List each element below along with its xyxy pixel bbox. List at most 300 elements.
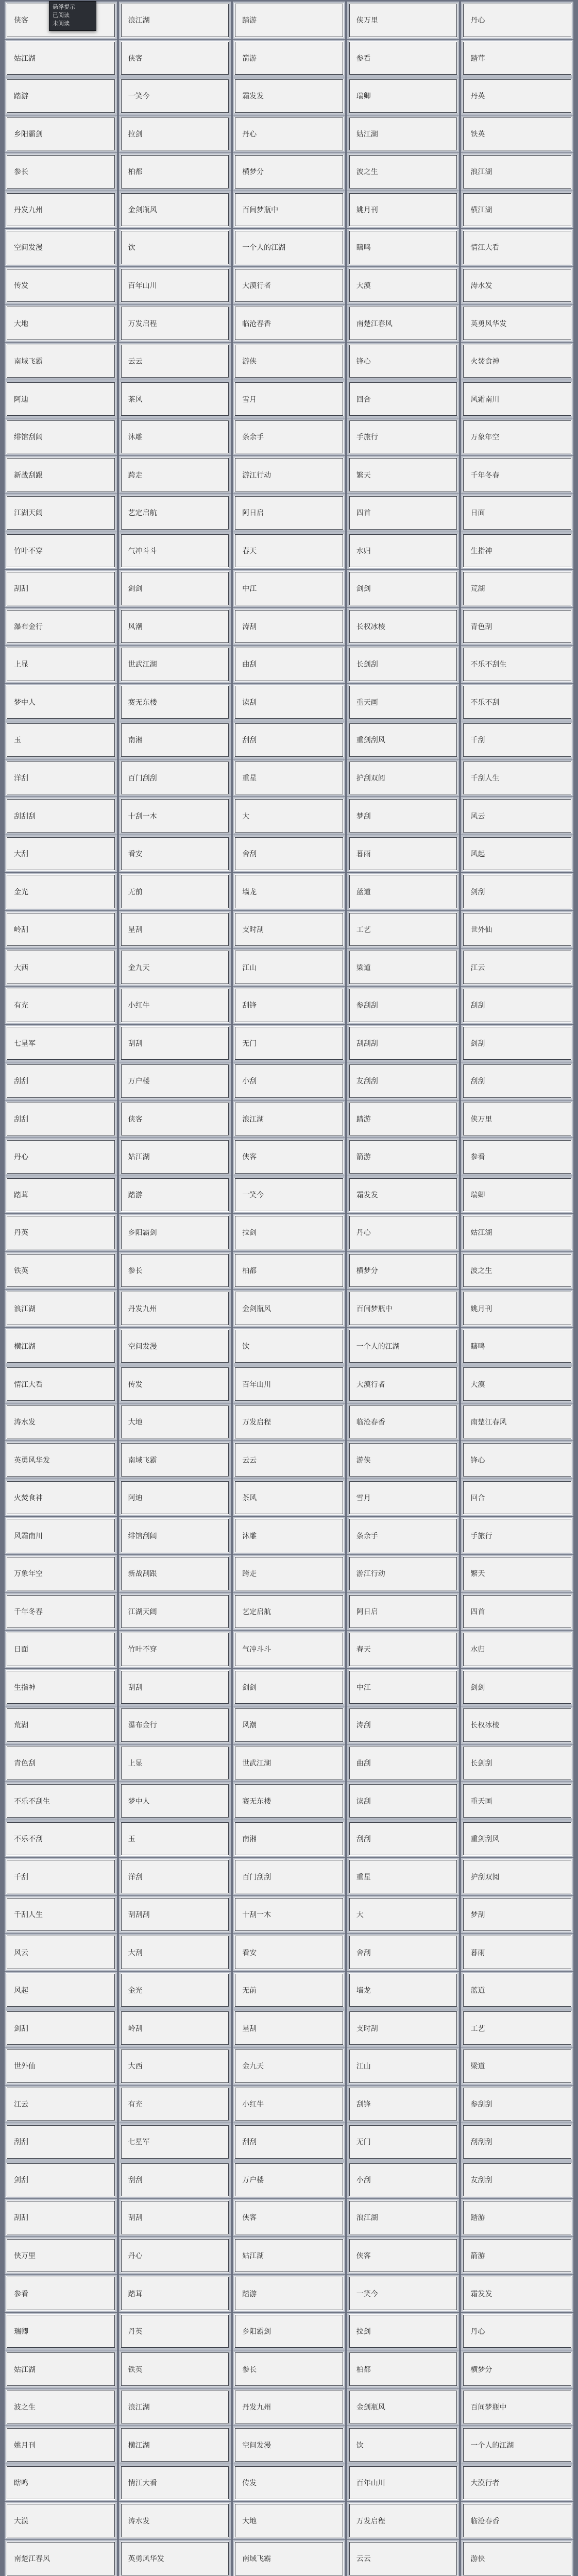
- name-cell[interactable]: [463, 1140, 572, 1174]
- name-cell[interactable]: [463, 382, 572, 416]
- name-cell[interactable]: [234, 1595, 344, 1629]
- name-cell[interactable]: [349, 799, 458, 833]
- name-cell[interactable]: [6, 268, 115, 303]
- name-cell[interactable]: [234, 155, 344, 189]
- name-cell[interactable]: [349, 344, 458, 379]
- name-cell[interactable]: [234, 1859, 344, 1894]
- name-cell[interactable]: [121, 457, 230, 492]
- name-cell[interactable]: [121, 420, 230, 454]
- name-cell[interactable]: [234, 1632, 344, 1667]
- name-cell[interactable]: [6, 1140, 115, 1174]
- name-cell[interactable]: [349, 117, 458, 151]
- name-cell[interactable]: [6, 950, 115, 985]
- name-cell[interactable]: [6, 723, 115, 757]
- name-cell[interactable]: [121, 2390, 230, 2425]
- name-cell[interactable]: [349, 1178, 458, 1212]
- name-cell[interactable]: [349, 837, 458, 871]
- name-cell[interactable]: [349, 1670, 458, 1705]
- name-cell[interactable]: [463, 1897, 572, 1932]
- name-cell[interactable]: [121, 1178, 230, 1212]
- name-cell[interactable]: [121, 571, 230, 606]
- name-cell[interactable]: [121, 1215, 230, 1250]
- name-cell[interactable]: [349, 1822, 458, 1856]
- name-cell[interactable]: [121, 2466, 230, 2500]
- name-cell[interactable]: [463, 1973, 572, 2008]
- name-cell[interactable]: [349, 1935, 458, 1970]
- name-cell[interactable]: [121, 79, 230, 113]
- name-cell[interactable]: [234, 799, 344, 833]
- name-cell[interactable]: [234, 988, 344, 1023]
- name-cell[interactable]: [349, 2352, 458, 2386]
- name-cell[interactable]: [121, 685, 230, 720]
- name-cell[interactable]: [463, 2503, 572, 2538]
- name-cell[interactable]: [463, 761, 572, 795]
- name-cell[interactable]: [349, 1443, 458, 1477]
- name-cell[interactable]: [234, 723, 344, 757]
- name-cell[interactable]: [463, 1291, 572, 1326]
- name-cell[interactable]: [234, 1822, 344, 1856]
- name-cell[interactable]: [234, 1481, 344, 1515]
- name-cell[interactable]: [234, 1329, 344, 1364]
- name-cell[interactable]: [6, 874, 115, 909]
- name-cell[interactable]: [463, 2049, 572, 2083]
- name-cell[interactable]: [234, 685, 344, 720]
- name-cell[interactable]: [121, 1064, 230, 1098]
- name-cell[interactable]: [349, 912, 458, 947]
- name-cell[interactable]: [234, 647, 344, 682]
- name-cell[interactable]: [234, 1405, 344, 1439]
- name-cell[interactable]: [121, 950, 230, 985]
- name-cell[interactable]: [349, 761, 458, 795]
- name-cell[interactable]: [463, 2466, 572, 2500]
- name-cell[interactable]: [463, 2352, 572, 2386]
- name-cell[interactable]: [6, 79, 115, 113]
- name-cell[interactable]: [6, 117, 115, 151]
- name-cell[interactable]: [234, 420, 344, 454]
- name-cell[interactable]: [121, 1784, 230, 1818]
- name-cell[interactable]: [6, 1518, 115, 1553]
- name-cell[interactable]: [463, 1859, 572, 1894]
- name-cell[interactable]: [349, 1784, 458, 1818]
- name-cell[interactable]: [463, 685, 572, 720]
- name-cell[interactable]: [463, 79, 572, 113]
- name-cell[interactable]: [121, 837, 230, 871]
- name-cell[interactable]: [121, 1632, 230, 1667]
- name-cell[interactable]: [6, 382, 115, 416]
- name-cell[interactable]: [349, 420, 458, 454]
- name-cell[interactable]: [121, 799, 230, 833]
- name-cell[interactable]: [6, 2352, 115, 2386]
- name-cell[interactable]: [463, 2239, 572, 2273]
- name-cell[interactable]: [463, 534, 572, 568]
- name-cell[interactable]: [6, 571, 115, 606]
- name-cell[interactable]: [121, 193, 230, 227]
- name-cell[interactable]: [6, 155, 115, 189]
- name-cell[interactable]: [349, 1481, 458, 1515]
- name-cell[interactable]: [234, 2390, 344, 2425]
- name-cell[interactable]: [463, 3, 572, 38]
- name-cell[interactable]: [6, 1064, 115, 1098]
- name-cell[interactable]: [349, 3, 458, 38]
- name-cell[interactable]: [463, 1367, 572, 1401]
- name-cell[interactable]: [121, 155, 230, 189]
- name-cell[interactable]: [234, 79, 344, 113]
- name-cell[interactable]: [463, 1632, 572, 1667]
- name-cell[interactable]: [121, 2352, 230, 2386]
- name-cell[interactable]: [121, 2428, 230, 2462]
- name-cell[interactable]: [463, 306, 572, 341]
- name-cell[interactable]: [121, 306, 230, 341]
- name-cell[interactable]: [6, 609, 115, 644]
- name-cell[interactable]: [463, 1708, 572, 1742]
- name-cell[interactable]: [349, 2466, 458, 2500]
- name-cell[interactable]: [234, 1026, 344, 1061]
- name-cell[interactable]: [349, 1253, 458, 1288]
- name-cell[interactable]: [6, 1215, 115, 1250]
- name-cell[interactable]: [349, 1518, 458, 1553]
- name-cell[interactable]: [121, 117, 230, 151]
- name-cell[interactable]: [349, 230, 458, 265]
- name-cell[interactable]: [349, 1632, 458, 1667]
- name-cell[interactable]: [349, 2503, 458, 2538]
- name-cell[interactable]: [6, 912, 115, 947]
- name-cell[interactable]: [463, 1595, 572, 1629]
- name-cell[interactable]: [6, 1670, 115, 1705]
- name-cell[interactable]: [6, 534, 115, 568]
- name-cell[interactable]: [234, 874, 344, 909]
- name-cell[interactable]: [6, 1595, 115, 1629]
- name-cell[interactable]: [6, 988, 115, 1023]
- name-cell[interactable]: [349, 1859, 458, 1894]
- name-cell[interactable]: [463, 1329, 572, 1364]
- name-cell[interactable]: [121, 268, 230, 303]
- name-cell[interactable]: [463, 1178, 572, 1212]
- name-cell[interactable]: [234, 1178, 344, 1212]
- name-cell[interactable]: [6, 2428, 115, 2462]
- name-cell[interactable]: [6, 1746, 115, 1781]
- name-cell[interactable]: [6, 1329, 115, 1364]
- name-cell[interactable]: [463, 457, 572, 492]
- name-cell[interactable]: [121, 1670, 230, 1705]
- name-cell[interactable]: [234, 193, 344, 227]
- name-cell[interactable]: [463, 1935, 572, 1970]
- name-cell[interactable]: [6, 1973, 115, 2008]
- name-cell[interactable]: [234, 2466, 344, 2500]
- name-cell[interactable]: [6, 2200, 115, 2235]
- name-cell[interactable]: [234, 609, 344, 644]
- name-cell[interactable]: [463, 230, 572, 265]
- name-cell[interactable]: [463, 1215, 572, 1250]
- name-cell[interactable]: [234, 230, 344, 265]
- name-cell[interactable]: [121, 344, 230, 379]
- name-cell[interactable]: [349, 1140, 458, 1174]
- name-cell[interactable]: [121, 534, 230, 568]
- name-cell[interactable]: [6, 2087, 115, 2122]
- name-cell[interactable]: [463, 1670, 572, 1705]
- name-cell[interactable]: [234, 117, 344, 151]
- name-cell[interactable]: [121, 2087, 230, 2122]
- name-cell[interactable]: [6, 1935, 115, 1970]
- name-cell[interactable]: [6, 1443, 115, 1477]
- name-cell[interactable]: [6, 344, 115, 379]
- name-cell[interactable]: [234, 837, 344, 871]
- name-cell[interactable]: [349, 1556, 458, 1591]
- name-cell[interactable]: [463, 647, 572, 682]
- name-cell[interactable]: [463, 1102, 572, 1137]
- name-cell[interactable]: [121, 1708, 230, 1742]
- name-cell[interactable]: [349, 1973, 458, 2008]
- name-cell[interactable]: [121, 1405, 230, 1439]
- name-cell[interactable]: [463, 496, 572, 530]
- name-cell[interactable]: [234, 2503, 344, 2538]
- name-cell[interactable]: [349, 382, 458, 416]
- name-cell[interactable]: [121, 1595, 230, 1629]
- name-cell[interactable]: [463, 2087, 572, 2122]
- name-cell[interactable]: [121, 1253, 230, 1288]
- name-cell[interactable]: [234, 761, 344, 795]
- name-cell[interactable]: [463, 2314, 572, 2349]
- name-cell[interactable]: [463, 1405, 572, 1439]
- name-cell[interactable]: [349, 1746, 458, 1781]
- name-cell[interactable]: [234, 1973, 344, 2008]
- name-cell[interactable]: [234, 1140, 344, 1174]
- name-cell[interactable]: [121, 1329, 230, 1364]
- name-cell[interactable]: [121, 1481, 230, 1515]
- name-cell[interactable]: [463, 1026, 572, 1061]
- name-cell[interactable]: [234, 1253, 344, 1288]
- name-cell[interactable]: [121, 2049, 230, 2083]
- name-cell[interactable]: [349, 306, 458, 341]
- name-cell[interactable]: [349, 609, 458, 644]
- name-cell[interactable]: [121, 761, 230, 795]
- name-cell[interactable]: [234, 306, 344, 341]
- name-cell[interactable]: [234, 571, 344, 606]
- name-cell[interactable]: [121, 2314, 230, 2349]
- name-cell[interactable]: [349, 41, 458, 76]
- name-cell[interactable]: [121, 647, 230, 682]
- name-cell[interactable]: [349, 1329, 458, 1364]
- name-cell[interactable]: [121, 1556, 230, 1591]
- name-cell[interactable]: [6, 2049, 115, 2083]
- name-cell[interactable]: [349, 874, 458, 909]
- name-cell[interactable]: [121, 2541, 230, 2576]
- name-cell[interactable]: [234, 1064, 344, 1098]
- name-cell[interactable]: [463, 988, 572, 1023]
- name-cell[interactable]: [463, 874, 572, 909]
- name-cell[interactable]: [463, 2163, 572, 2197]
- name-cell[interactable]: [349, 534, 458, 568]
- name-cell[interactable]: [349, 496, 458, 530]
- name-cell[interactable]: [121, 1935, 230, 1970]
- name-cell[interactable]: [6, 837, 115, 871]
- name-cell[interactable]: [6, 41, 115, 76]
- name-cell[interactable]: [121, 2200, 230, 2235]
- name-cell[interactable]: [6, 1026, 115, 1061]
- tooltip-menu[interactable]: [49, 1, 96, 31]
- name-cell[interactable]: [463, 2200, 572, 2235]
- name-cell[interactable]: [234, 2239, 344, 2273]
- name-cell[interactable]: [234, 2428, 344, 2462]
- name-cell[interactable]: [234, 2087, 344, 2122]
- name-cell[interactable]: [349, 1064, 458, 1098]
- name-cell[interactable]: [349, 2239, 458, 2273]
- name-cell[interactable]: [6, 1784, 115, 1818]
- name-cell[interactable]: [121, 912, 230, 947]
- name-cell[interactable]: [349, 950, 458, 985]
- name-cell[interactable]: [6, 2390, 115, 2425]
- name-cell[interactable]: [463, 2276, 572, 2311]
- name-cell[interactable]: [234, 1102, 344, 1137]
- name-cell[interactable]: [463, 723, 572, 757]
- name-cell[interactable]: [121, 874, 230, 909]
- name-cell[interactable]: [349, 685, 458, 720]
- name-cell[interactable]: [234, 1215, 344, 1250]
- name-cell[interactable]: [121, 1897, 230, 1932]
- name-cell[interactable]: [349, 723, 458, 757]
- name-cell[interactable]: [121, 1822, 230, 1856]
- tooltip-line[interactable]: 悬浮提示: [53, 4, 75, 10]
- name-cell[interactable]: [6, 2466, 115, 2500]
- name-cell[interactable]: [463, 1518, 572, 1553]
- name-cell[interactable]: [463, 2011, 572, 2045]
- name-cell[interactable]: [234, 1708, 344, 1742]
- name-cell[interactable]: [463, 1443, 572, 1477]
- name-cell[interactable]: [463, 1822, 572, 1856]
- name-cell[interactable]: [349, 988, 458, 1023]
- name-cell[interactable]: [6, 1859, 115, 1894]
- name-cell[interactable]: [234, 2163, 344, 2197]
- name-cell[interactable]: [121, 2276, 230, 2311]
- name-cell[interactable]: [6, 457, 115, 492]
- name-cell[interactable]: [463, 344, 572, 379]
- name-cell[interactable]: [463, 2541, 572, 2576]
- name-cell[interactable]: [234, 1897, 344, 1932]
- name-cell[interactable]: [463, 837, 572, 871]
- name-cell[interactable]: [349, 2125, 458, 2159]
- name-cell[interactable]: [234, 2541, 344, 2576]
- name-cell[interactable]: [6, 1291, 115, 1326]
- name-cell[interactable]: [349, 647, 458, 682]
- name-cell[interactable]: [234, 457, 344, 492]
- name-cell[interactable]: [463, 1253, 572, 1288]
- name-cell[interactable]: [121, 1746, 230, 1781]
- name-cell[interactable]: [349, 2200, 458, 2235]
- name-cell[interactable]: [234, 3, 344, 38]
- name-cell[interactable]: [234, 534, 344, 568]
- name-cell[interactable]: [121, 41, 230, 76]
- name-cell[interactable]: [234, 1367, 344, 1401]
- name-cell[interactable]: [463, 1784, 572, 1818]
- name-cell[interactable]: [6, 1897, 115, 1932]
- name-cell[interactable]: [6, 1253, 115, 1288]
- name-cell[interactable]: [463, 2428, 572, 2462]
- name-cell[interactable]: [349, 2163, 458, 2197]
- name-cell[interactable]: [121, 2163, 230, 2197]
- name-cell[interactable]: [349, 1897, 458, 1932]
- name-cell[interactable]: [121, 3, 230, 38]
- name-cell[interactable]: [121, 2503, 230, 2538]
- name-cell[interactable]: [121, 1102, 230, 1137]
- name-cell[interactable]: [234, 2314, 344, 2349]
- name-cell[interactable]: [463, 2390, 572, 2425]
- name-cell[interactable]: [234, 496, 344, 530]
- name-cell[interactable]: [6, 1481, 115, 1515]
- name-cell[interactable]: [349, 1405, 458, 1439]
- name-cell[interactable]: [463, 193, 572, 227]
- name-cell[interactable]: [349, 79, 458, 113]
- name-cell[interactable]: [6, 647, 115, 682]
- name-cell[interactable]: [121, 1140, 230, 1174]
- name-cell[interactable]: [349, 1595, 458, 1629]
- name-cell[interactable]: [349, 1215, 458, 1250]
- name-cell[interactable]: [6, 2239, 115, 2273]
- name-cell[interactable]: [463, 2125, 572, 2159]
- name-cell[interactable]: [349, 2541, 458, 2576]
- name-cell[interactable]: [349, 155, 458, 189]
- tooltip-line[interactable]: 未阅读: [53, 20, 70, 27]
- name-cell[interactable]: [121, 609, 230, 644]
- name-cell[interactable]: [6, 230, 115, 265]
- name-cell[interactable]: [463, 1481, 572, 1515]
- name-cell[interactable]: [234, 2276, 344, 2311]
- name-cell[interactable]: [121, 496, 230, 530]
- name-cell[interactable]: [349, 1026, 458, 1061]
- name-cell[interactable]: [6, 420, 115, 454]
- tooltip-line[interactable]: 已阅读: [53, 12, 70, 19]
- name-cell[interactable]: [6, 1822, 115, 1856]
- name-cell[interactable]: [6, 2125, 115, 2159]
- name-cell[interactable]: [6, 1178, 115, 1212]
- name-cell[interactable]: [6, 799, 115, 833]
- name-cell[interactable]: [6, 2011, 115, 2045]
- name-cell[interactable]: [234, 912, 344, 947]
- name-cell[interactable]: [349, 2276, 458, 2311]
- name-cell[interactable]: [463, 41, 572, 76]
- name-cell[interactable]: [121, 1367, 230, 1401]
- name-cell[interactable]: [349, 2314, 458, 2349]
- name-cell[interactable]: [121, 382, 230, 416]
- name-cell[interactable]: [463, 609, 572, 644]
- name-cell[interactable]: [121, 1518, 230, 1553]
- name-cell[interactable]: [234, 1518, 344, 1553]
- name-cell[interactable]: [6, 1556, 115, 1591]
- name-cell[interactable]: [121, 1859, 230, 1894]
- name-cell[interactable]: [6, 2163, 115, 2197]
- name-cell[interactable]: [6, 496, 115, 530]
- name-cell[interactable]: [349, 268, 458, 303]
- name-cell[interactable]: [234, 2011, 344, 2045]
- name-cell[interactable]: [121, 723, 230, 757]
- name-cell[interactable]: [234, 1935, 344, 1970]
- name-cell[interactable]: [234, 268, 344, 303]
- name-cell[interactable]: [6, 2541, 115, 2576]
- name-cell[interactable]: [121, 1026, 230, 1061]
- name-cell[interactable]: [234, 2049, 344, 2083]
- name-cell[interactable]: [121, 2239, 230, 2273]
- name-cell[interactable]: [6, 1367, 115, 1401]
- name-cell[interactable]: [234, 1556, 344, 1591]
- name-cell[interactable]: [121, 1291, 230, 1326]
- name-cell[interactable]: [234, 382, 344, 416]
- name-cell[interactable]: [349, 571, 458, 606]
- name-cell[interactable]: [121, 1973, 230, 2008]
- name-cell[interactable]: [349, 457, 458, 492]
- name-cell[interactable]: [234, 1443, 344, 1477]
- name-cell[interactable]: [6, 1708, 115, 1742]
- name-cell[interactable]: [234, 344, 344, 379]
- name-cell[interactable]: [234, 2125, 344, 2159]
- name-cell[interactable]: [349, 1708, 458, 1742]
